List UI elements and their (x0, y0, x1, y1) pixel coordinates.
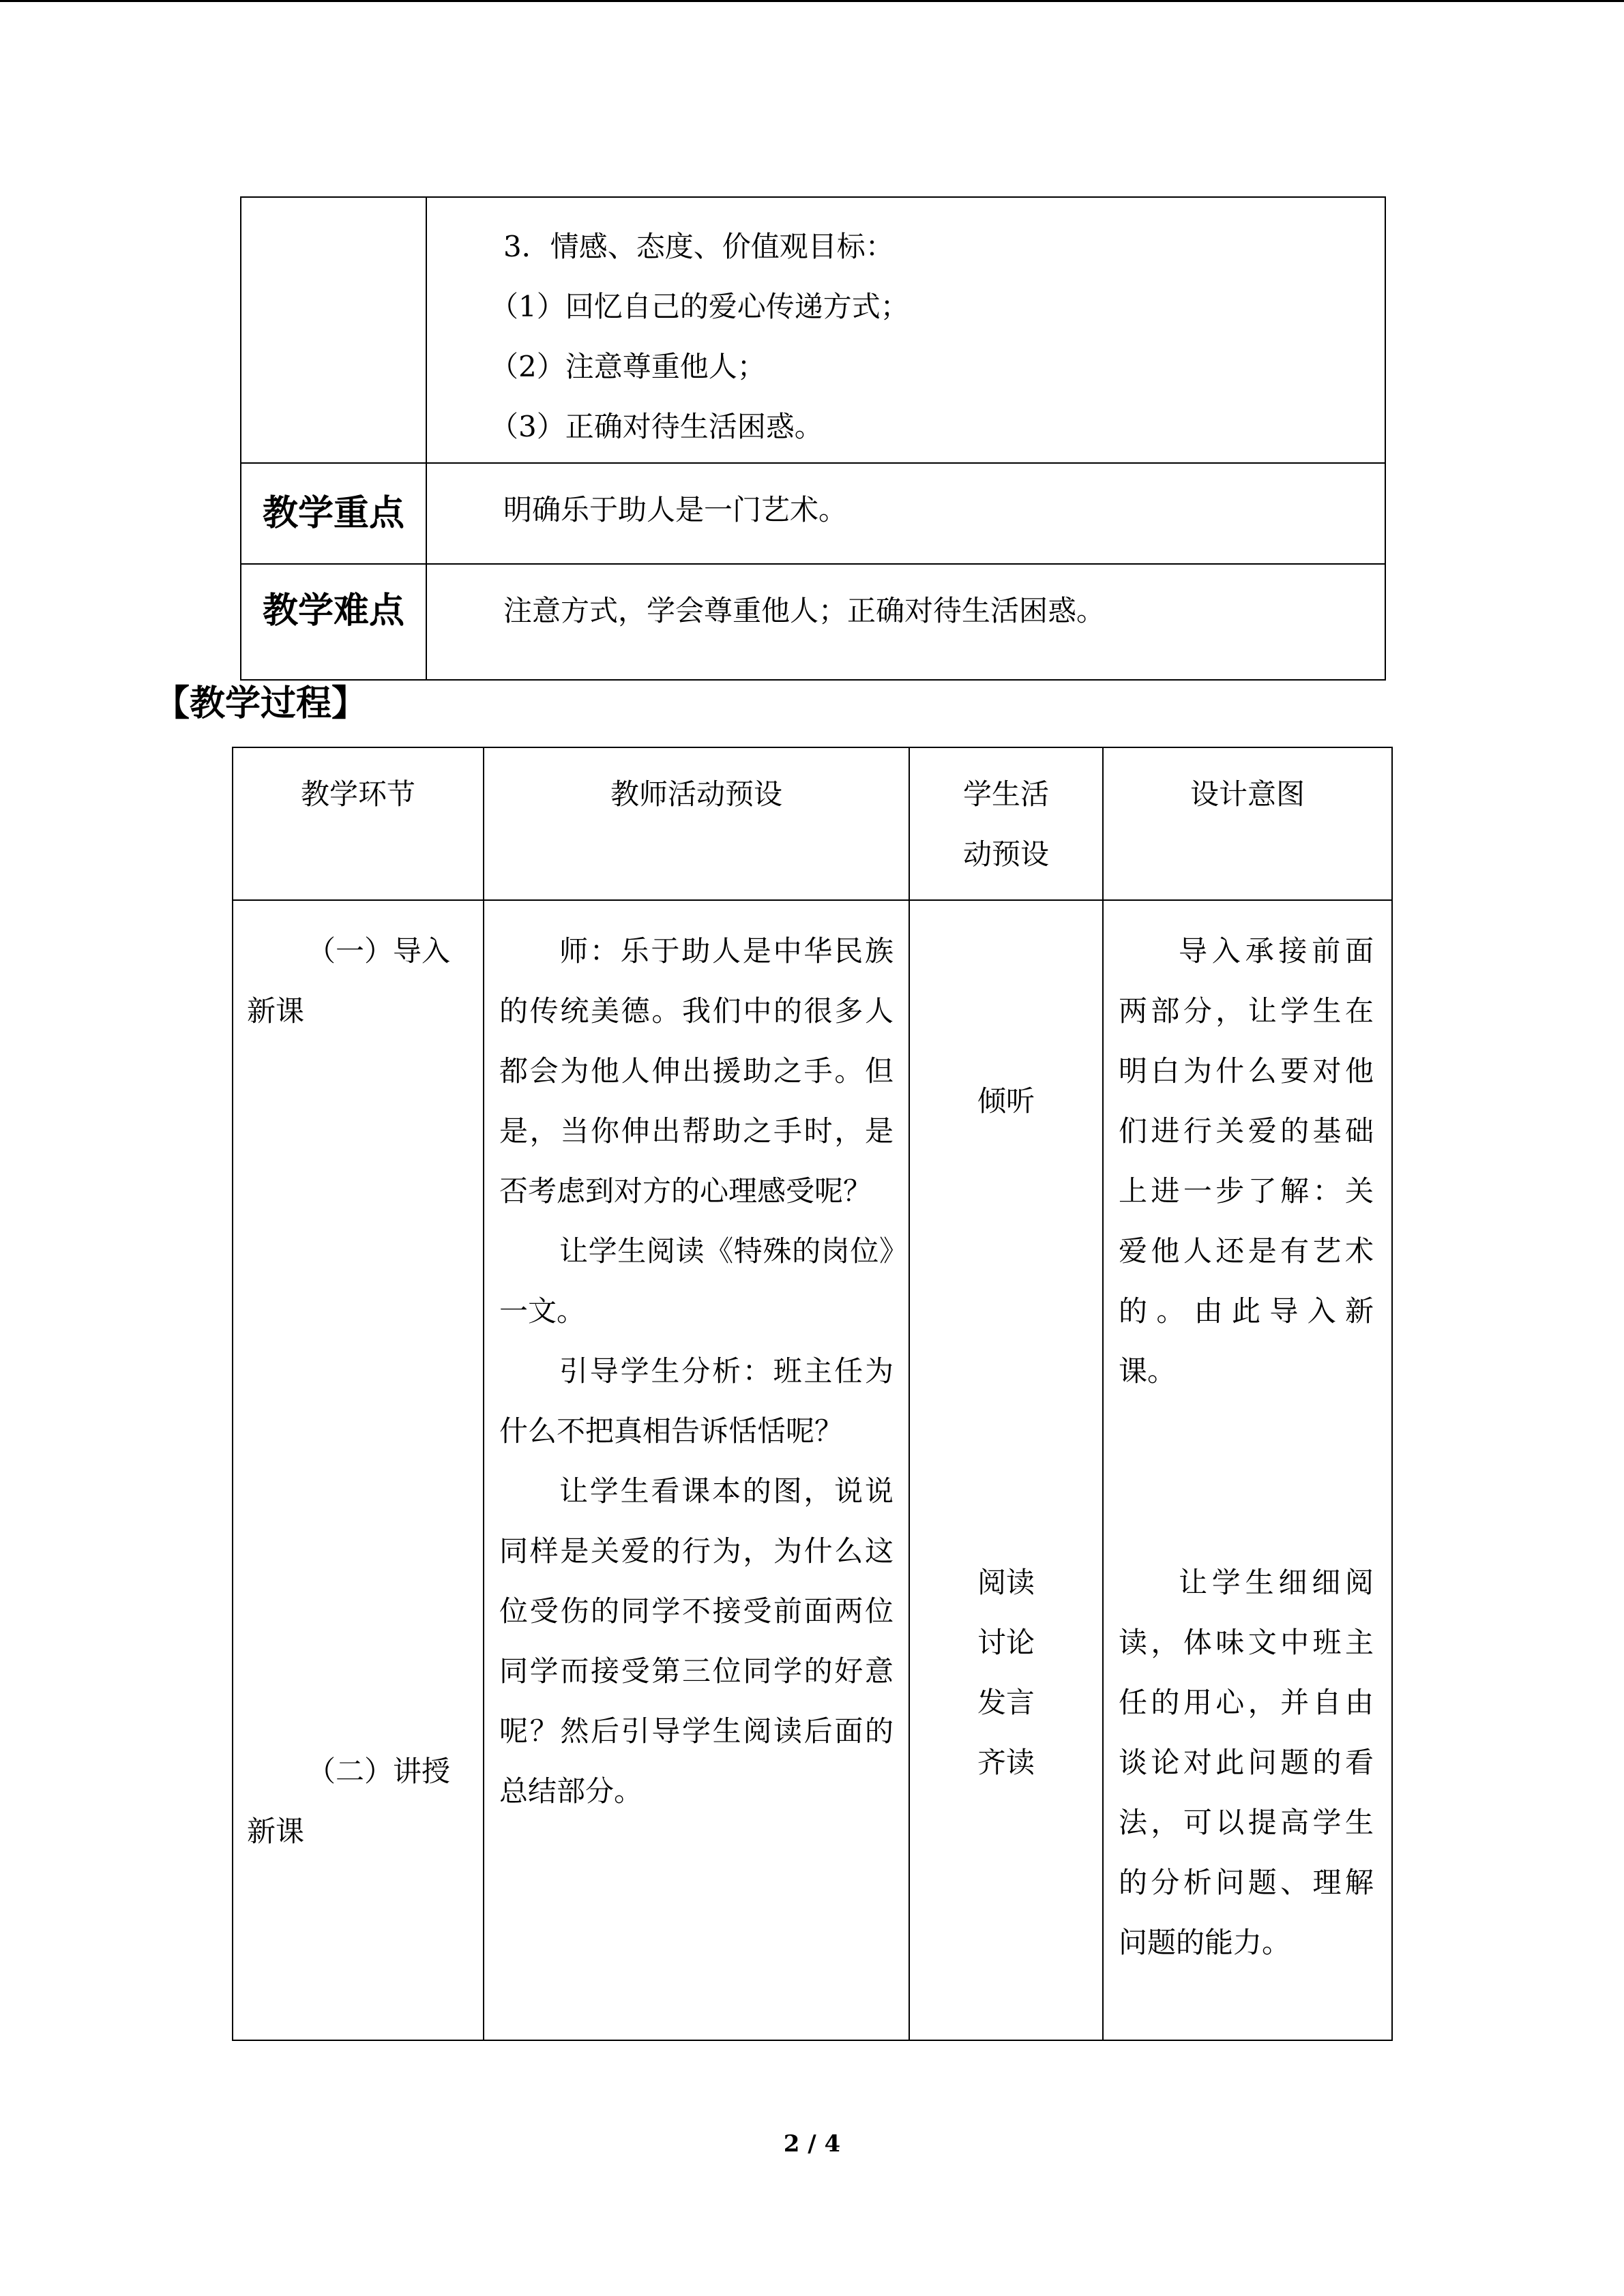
student-activity: 倾听 (977, 1084, 1035, 1118)
teacher-paragraph: 让学生阅读《特殊的岗位》一文。 (499, 1234, 894, 1328)
header-cell (909, 747, 1103, 900)
process-header-row (233, 747, 1392, 900)
difficulty-cell (426, 564, 1385, 680)
header-student: 学生活动预设 (962, 777, 1049, 871)
key-point-label: 教学重点 (241, 463, 426, 564)
design-intent: 让学生细细阅读，体味文中班主任的用心，并自由谈论对此问题的看法，可以提高学生的分析问题、理解问题的能力。 (1119, 1566, 1374, 1959)
header-cell (233, 747, 484, 900)
stage-intro: （一）导入新课 (247, 934, 451, 1028)
teacher-activities (499, 921, 894, 1821)
header-cell (484, 747, 909, 900)
stage-cell (233, 900, 484, 2040)
student-activity: 阅读 (977, 1566, 1035, 1599)
key-point-cell (426, 463, 1385, 564)
header-teacher: 教师活动预设 (610, 777, 782, 811)
objective-item: （3）正确对待生活困惑。 (490, 410, 823, 443)
difficulty-row (241, 564, 1385, 680)
student-activity-list (910, 1553, 1102, 1793)
objective-item: （2）注意尊重他人； (490, 350, 766, 383)
objectives-content-cell (426, 197, 1385, 463)
design-cell (1103, 900, 1392, 2040)
objectives-table (240, 196, 1386, 681)
difficulty-text: 注意方式，学会尊重他人；正确对待生活困惑。 (503, 594, 1106, 627)
objectives-row (241, 197, 1385, 463)
objective-item: （1）回忆自己的爱心传递方式； (490, 290, 909, 323)
teacher-paragraph: 师：乐于助人是中华民族的传统美德。我们中的很多人都会为他人伸出援助之手。但是，当你伸出帮助之手时，是否考虑到对方的心理感受呢？ (499, 934, 894, 1208)
header-design: 设计意图 (1190, 777, 1305, 811)
student-activity: 发言 (977, 1686, 1035, 1719)
header-stage: 教学环节 (300, 777, 415, 811)
student-activity: 讨论 (977, 1626, 1035, 1659)
difficulty-label: 教学难点 (241, 564, 426, 680)
header-cell (1103, 747, 1392, 900)
teacher-paragraph: 引导学生分析：班主任为什么不把真相告诉恬恬呢？ (499, 1354, 894, 1448)
objectives-label-cell (241, 197, 426, 463)
page-number: 2 / 4 (783, 2130, 841, 2158)
key-point-row (241, 463, 1385, 564)
process-table (232, 747, 1393, 2041)
design-intent: 导入承接前面两部分，让学生在明白为什么要对他们进行关爱的基础上进一步了解：关爱他人还是有艺术的。由此导入新课。 (1119, 934, 1374, 1388)
process-body-row (233, 900, 1392, 2040)
objectives-heading: 3．情感、态度、价值观目标： (503, 230, 894, 263)
section-title: 【教学过程】 (154, 683, 368, 724)
student-activity: 齐读 (977, 1746, 1035, 1779)
student-cell (909, 900, 1103, 2040)
teacher-cell (484, 900, 909, 2040)
stage-teach: （二）讲授新课 (247, 1755, 451, 1848)
key-point-text: 明确乐于助人是一门艺术。 (503, 493, 848, 526)
teacher-paragraph: 让学生看课本的图，说说同样是关爱的行为，为什么这位受伤的同学不接受前面两位同学而接受第三位同学的好意呢？然后引导学生阅读后面的总结部分。 (499, 1474, 894, 1808)
top-border-line (0, 0, 1624, 2)
